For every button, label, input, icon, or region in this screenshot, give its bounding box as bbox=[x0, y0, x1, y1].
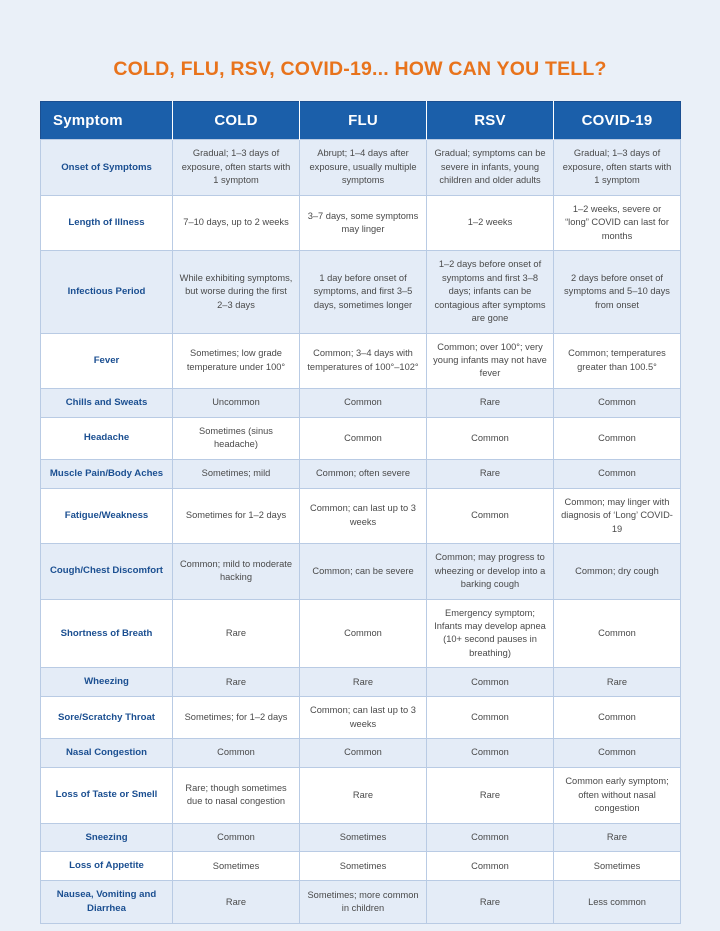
row-header-symptom: Fatigue/Weakness bbox=[41, 488, 173, 543]
row-header-symptom: Muscle Pain/Body Aches bbox=[41, 459, 173, 488]
cell-covid: Common bbox=[554, 739, 681, 768]
cell-covid: 1–2 weeks, severe or “long” COVID can last for months bbox=[554, 195, 681, 250]
cell-rsv: Common; over 100°; very young infants may not have fever bbox=[427, 333, 554, 388]
cell-cold: Uncommon bbox=[173, 388, 300, 417]
cell-cold: Sometimes bbox=[173, 852, 300, 881]
cell-flu: Common; 3–4 days with temperatures of 100°–102° bbox=[300, 333, 427, 388]
row-header-symptom: Length of Illness bbox=[41, 195, 173, 250]
cell-flu: Abrupt; 1–4 days after exposure, usually multiple symptoms bbox=[300, 140, 427, 195]
row-header-symptom: Chills and Sweats bbox=[41, 388, 173, 417]
cell-flu: Common bbox=[300, 739, 427, 768]
table-row bbox=[41, 195, 681, 250]
cell-cold: While exhibiting symptoms, but worse during the first 2–3 days bbox=[173, 251, 300, 333]
cell-rsv: 1–2 weeks bbox=[427, 195, 554, 250]
header-row bbox=[41, 102, 681, 140]
cell-rsv: Common bbox=[427, 823, 554, 852]
cell-rsv: Gradual; symptoms can be severe in infants, young children and older adults bbox=[427, 140, 554, 195]
cell-cold: Common bbox=[173, 739, 300, 768]
table-row bbox=[41, 417, 681, 459]
cell-covid: Common bbox=[554, 599, 681, 668]
row-header-symptom: Loss of Appetite bbox=[41, 852, 173, 881]
row-header-symptom: Headache bbox=[41, 417, 173, 459]
row-header-symptom: Sore/Scratchy Throat bbox=[41, 697, 173, 739]
table-row bbox=[41, 739, 681, 768]
cell-cold: Sometimes (sinus headache) bbox=[173, 417, 300, 459]
column-header-rsv: RSV bbox=[427, 102, 554, 140]
row-header-symptom: Cough/Chest Discomfort bbox=[41, 544, 173, 599]
table-row bbox=[41, 852, 681, 881]
cell-rsv: Common bbox=[427, 697, 554, 739]
cell-rsv: Common; may progress to wheezing or develop into a barking cough bbox=[427, 544, 554, 599]
row-header-symptom: Wheezing bbox=[41, 668, 173, 697]
cell-covid: Common; may linger with diagnosis of ‘Long’ COVID-19 bbox=[554, 488, 681, 543]
table-row bbox=[41, 388, 681, 417]
cell-flu: Sometimes bbox=[300, 852, 427, 881]
cell-covid: Common; temperatures greater than 100.5° bbox=[554, 333, 681, 388]
cell-flu: 3–7 days, some symptoms may linger bbox=[300, 195, 427, 250]
cell-covid: Common; dry cough bbox=[554, 544, 681, 599]
cell-rsv: Common bbox=[427, 668, 554, 697]
cell-flu: 1 day before onset of symptoms, and first 3–5 days, sometimes longer bbox=[300, 251, 427, 333]
table-row bbox=[41, 333, 681, 388]
cell-covid: Common bbox=[554, 697, 681, 739]
cell-cold: Sometimes for 1–2 days bbox=[173, 488, 300, 543]
cell-cold: Rare; though sometimes due to nasal congestion bbox=[173, 768, 300, 823]
cell-flu: Sometimes bbox=[300, 823, 427, 852]
cell-flu: Common bbox=[300, 599, 427, 668]
cell-cold: Sometimes; for 1–2 days bbox=[173, 697, 300, 739]
table-row bbox=[41, 823, 681, 852]
cell-flu: Common bbox=[300, 417, 427, 459]
cell-cold: Common; mild to moderate hacking bbox=[173, 544, 300, 599]
cell-covid: Rare bbox=[554, 823, 681, 852]
cell-cold: 7–10 days, up to 2 weeks bbox=[173, 195, 300, 250]
row-header-symptom: Shortness of Breath bbox=[41, 599, 173, 668]
row-header-symptom: Nausea, Vomiting and Diarrhea bbox=[41, 881, 173, 924]
column-header-covid: COVID-19 bbox=[554, 102, 681, 140]
cell-rsv: Common bbox=[427, 852, 554, 881]
cell-covid: Sometimes bbox=[554, 852, 681, 881]
table-header bbox=[41, 102, 681, 140]
table-row bbox=[41, 599, 681, 668]
column-header-flu: FLU bbox=[300, 102, 427, 140]
cell-rsv: Common bbox=[427, 739, 554, 768]
table-body bbox=[41, 140, 681, 924]
cell-cold: Common bbox=[173, 823, 300, 852]
cell-rsv: Rare bbox=[427, 459, 554, 488]
cell-covid: Rare bbox=[554, 668, 681, 697]
cell-flu: Common; can last up to 3 weeks bbox=[300, 697, 427, 739]
cell-cold: Rare bbox=[173, 668, 300, 697]
cell-flu: Rare bbox=[300, 768, 427, 823]
cell-rsv: Common bbox=[427, 488, 554, 543]
cell-rsv: Emergency symptom; Infants may develop apnea (10+ second pauses in breathing) bbox=[427, 599, 554, 668]
symptom-comparison-table bbox=[40, 101, 681, 924]
cell-covid: Common bbox=[554, 417, 681, 459]
cell-rsv: Rare bbox=[427, 881, 554, 924]
cell-rsv: Rare bbox=[427, 768, 554, 823]
cell-rsv: Rare bbox=[427, 388, 554, 417]
column-header-cold: COLD bbox=[173, 102, 300, 140]
cell-flu: Common; often severe bbox=[300, 459, 427, 488]
table-row bbox=[41, 881, 681, 924]
row-header-symptom: Loss of Taste or Smell bbox=[41, 768, 173, 823]
cell-flu: Rare bbox=[300, 668, 427, 697]
cell-covid: Common bbox=[554, 459, 681, 488]
table-row bbox=[41, 140, 681, 195]
row-header-symptom: Fever bbox=[41, 333, 173, 388]
row-header-symptom: Sneezing bbox=[41, 823, 173, 852]
cell-flu: Common; can be severe bbox=[300, 544, 427, 599]
cell-cold: Gradual; 1–3 days of exposure, often starts with 1 symptom bbox=[173, 140, 300, 195]
row-header-symptom: Onset of Symptoms bbox=[41, 140, 173, 195]
table-row bbox=[41, 697, 681, 739]
cell-covid: Common early symptom; often without nasal congestion bbox=[554, 768, 681, 823]
row-header-symptom: Nasal Congestion bbox=[41, 739, 173, 768]
cell-cold: Rare bbox=[173, 599, 300, 668]
cell-cold: Sometimes; mild bbox=[173, 459, 300, 488]
cell-cold: Sometimes; low grade temperature under 100° bbox=[173, 333, 300, 388]
table-row bbox=[41, 768, 681, 823]
cell-covid: 2 days before onset of symptoms and 5–10 days from onset bbox=[554, 251, 681, 333]
cell-covid: Gradual; 1–3 days of exposure, often starts with 1 symptom bbox=[554, 140, 681, 195]
cell-covid: Common bbox=[554, 388, 681, 417]
table-row bbox=[41, 544, 681, 599]
cell-flu: Sometimes; more common in children bbox=[300, 881, 427, 924]
table-row bbox=[41, 488, 681, 543]
table-row bbox=[41, 459, 681, 488]
page-title: COLD, FLU, RSV, COVID-19... HOW CAN YOU TELL? bbox=[113, 58, 607, 80]
column-header-symptom: Symptom bbox=[41, 102, 173, 140]
cell-cold: Rare bbox=[173, 881, 300, 924]
cell-covid: Less common bbox=[554, 881, 681, 924]
cell-rsv: 1–2 days before onset of symptoms and first 3–8 days; infants can be contagious after symptoms are gone bbox=[427, 251, 554, 333]
cell-flu: Common; can last up to 3 weeks bbox=[300, 488, 427, 543]
cell-rsv: Common bbox=[427, 417, 554, 459]
row-header-symptom: Infectious Period bbox=[41, 251, 173, 333]
cell-flu: Common bbox=[300, 388, 427, 417]
table-row bbox=[41, 251, 681, 333]
table-row bbox=[41, 668, 681, 697]
